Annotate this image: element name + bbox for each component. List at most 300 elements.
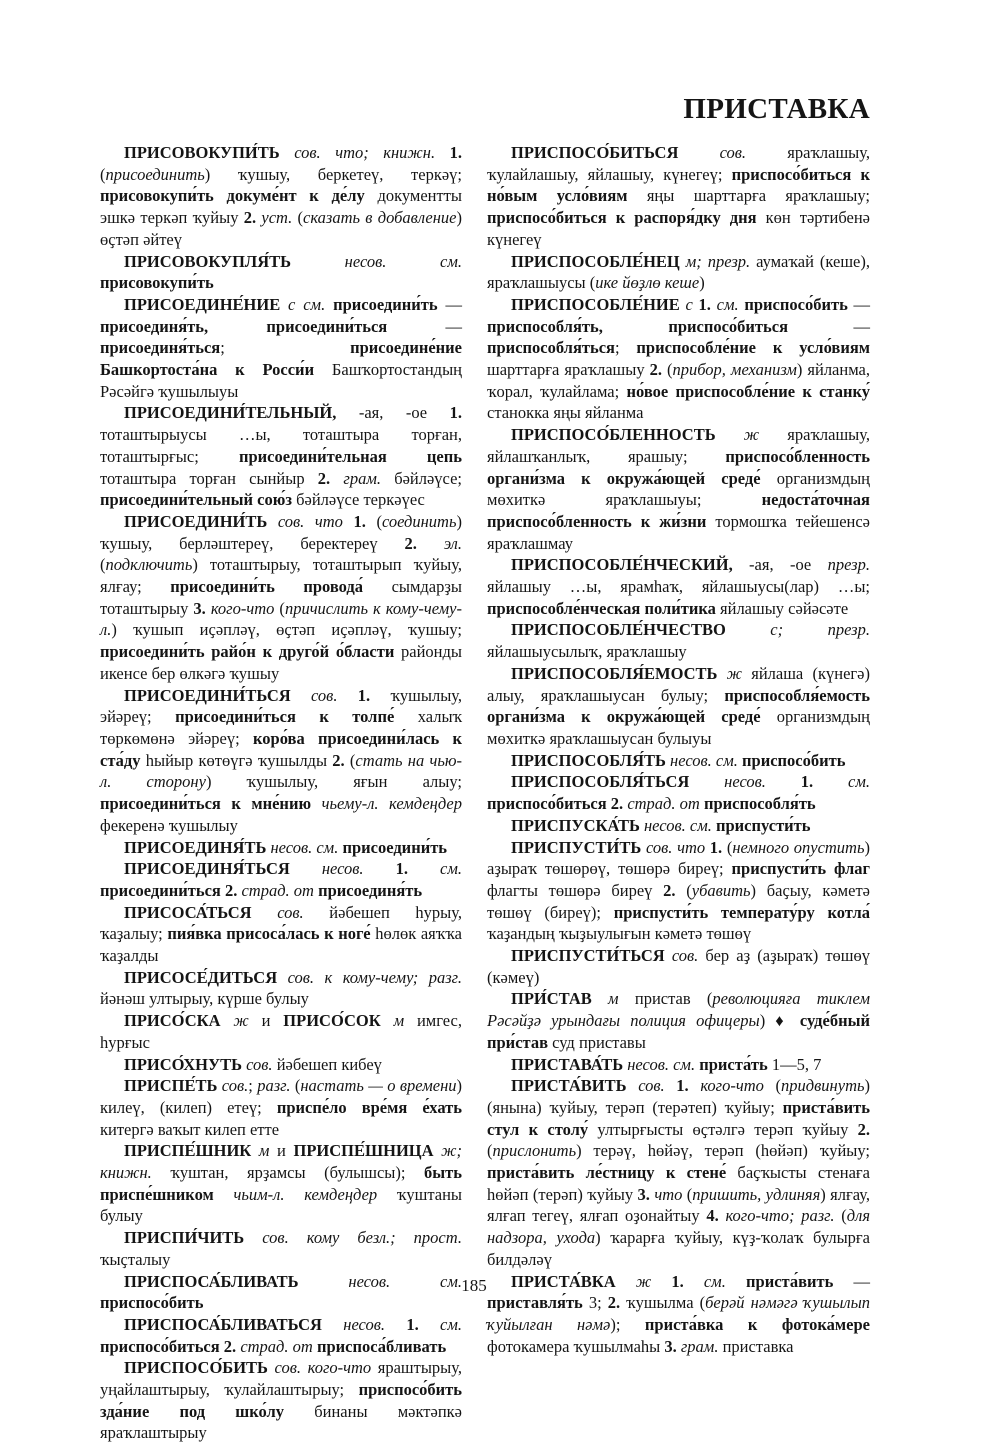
translation-text: тормошҡа тейешенсә яраҡлашмау xyxy=(487,511,870,553)
translation-text: — xyxy=(437,294,462,314)
translation-text: яраҡлашыу, яйлашҡанлыҡ, ярашыу; xyxy=(487,425,870,466)
headword: ПРИСТАВА́ТЬ xyxy=(511,1054,624,1074)
headword: ПРИСПОСА́БЛИВАТЬ xyxy=(124,1271,299,1291)
headword: ПРИСПОСОБЛЯ́ТЬСЯ xyxy=(511,772,690,792)
translation-text: ( xyxy=(722,837,733,857)
headword: ПРИСОЕДИНЯ́ТЬ xyxy=(124,837,267,857)
italic-label: сов. кого-что xyxy=(267,1358,372,1378)
italic-label: прибор, механизм xyxy=(672,360,797,380)
translation-text: фотокамера ҡушылмаһы xyxy=(487,1336,665,1356)
translation-text: ҡыҫталыу xyxy=(100,1249,171,1269)
headword: ПРИСОЕДИНИ́ТЬСЯ xyxy=(124,685,291,705)
bold-phrase: приспусти́ть xyxy=(715,815,811,835)
headword: ПРИСПОСОБЛЕ́НЕЦ xyxy=(511,251,680,271)
dictionary-entry xyxy=(100,1140,462,1227)
italic-label: придвинуть xyxy=(781,1076,865,1096)
italic-label: несов. см. xyxy=(298,1271,462,1291)
translation-text: ( xyxy=(344,750,356,770)
translation-text: ( xyxy=(834,1206,847,1226)
dictionary-entry xyxy=(487,251,870,294)
dictionary-entry xyxy=(487,945,870,988)
bold-phrase: 1. xyxy=(406,1314,419,1334)
bold-phrase: ПРИСО́СОК xyxy=(283,1011,381,1031)
dictionary-entry xyxy=(100,511,462,685)
dictionary-entry xyxy=(100,1271,462,1314)
headword: ПРИСПОСО́БЛЕННОСТЬ xyxy=(511,425,716,445)
dictionary-entry xyxy=(487,750,870,772)
translation-text: тоташтырыусы …ы, тоташтыра торған, тоташтырғыс; xyxy=(100,425,462,466)
bold-phrase: приста́вить xyxy=(746,1271,834,1291)
translation-text: — xyxy=(788,316,870,336)
italic-label: сов. xyxy=(664,946,699,966)
italic-label: м xyxy=(380,1011,405,1031)
italic-label: несов. см. xyxy=(665,750,743,770)
bold-phrase: приспосо́бить зда́ние под шко́лу xyxy=(100,1380,462,1421)
bold-phrase: приспосо́бить xyxy=(744,294,848,314)
bold-phrase: 1. xyxy=(449,403,462,423)
translation-text: яйлашыу сәйәсәте xyxy=(715,598,849,618)
translation-text: — xyxy=(833,1271,871,1291)
italic-label: см. xyxy=(683,1271,747,1291)
italic-label: см. xyxy=(418,1314,462,1334)
italic-label: причислить к кому-чему-л. xyxy=(100,598,462,640)
translation-text: сымдарҙы тоташтырыу xyxy=(100,577,462,618)
translation-text: халыҡ төркөмөнә эйәреү; xyxy=(100,707,462,748)
bold-phrase: суде́бный при́став xyxy=(487,1011,870,1052)
italic-label: ж xyxy=(615,1271,672,1291)
bold-phrase: присоедини́ть xyxy=(342,837,448,857)
italic-label: кого-что xyxy=(688,1076,764,1096)
italic-label: соединить xyxy=(381,511,457,531)
translation-text: ) яйланма, ҡорал, ҡулайлама; xyxy=(487,360,870,401)
headword: ПРИСОСЕ́ДИТЬСЯ xyxy=(124,967,278,987)
italic-label: ж xyxy=(715,425,760,445)
translation-text: ( xyxy=(487,1141,493,1161)
italic-label: несов. см. xyxy=(639,815,716,835)
bold-phrase: 3. xyxy=(637,1184,650,1204)
dictionary-entry xyxy=(100,294,462,403)
dictionary-entry xyxy=(100,402,462,511)
translation-text: фекеренә ҡушылыу xyxy=(100,815,238,835)
italic-label: чьему-л. кемдеңдер xyxy=(311,794,462,814)
translation-text: ); xyxy=(610,1314,645,1334)
translation-text: ) тоташтырыу, тоташтырып ҡуйыу, ялғау; xyxy=(100,555,462,597)
translation-text: флагты төшөрә биреү xyxy=(487,880,664,900)
italic-label: сказать в добавление xyxy=(303,208,457,228)
translation-text: ултырғысты өҫтәлгә терәп ҡуйыу xyxy=(588,1119,858,1139)
italic-label: разг. xyxy=(257,1076,291,1096)
bold-phrase: приспоса́бливать xyxy=(316,1336,447,1356)
translation-text: ) ҡарарға ҡуйыу, күҙ-ҡолаҡ булырға билдәләү xyxy=(487,1228,870,1269)
dictionary-entry xyxy=(100,902,462,967)
translation-text: бинаны мәктәпкә яраҡлаштырыу xyxy=(100,1401,462,1443)
dictionary-entry xyxy=(487,815,870,837)
headword: ПРИСОЕДИНИ́ТЕЛЬНЫЙ, xyxy=(124,403,337,423)
bold-phrase: присоедини́ться к толпе́ xyxy=(175,707,395,727)
headword: ПРИСПОСОБЛЯ́ЕМОСТЬ xyxy=(511,663,718,683)
translation-text: ) ҡушыу, берләштереү, беректереү xyxy=(100,511,462,553)
italic-label: м xyxy=(251,1141,270,1161)
bold-phrase: 1. xyxy=(449,143,462,162)
italic-label: уст. xyxy=(256,208,293,228)
bold-phrase: присоедини́ть провода́ xyxy=(170,577,364,597)
translation-text: станокка яңы яйланма xyxy=(487,403,644,423)
italic-label: сов. что xyxy=(267,511,354,531)
italic-label: с xyxy=(679,294,699,314)
translation-text: көн тәртибенә күнегеү xyxy=(487,208,870,249)
bold-phrase: коро́ва присоедини́лась к ста́ду xyxy=(100,728,463,770)
dictionary-entry xyxy=(100,1227,462,1270)
dictionary-entry xyxy=(487,1075,870,1270)
translation-text: бәйләүсе; xyxy=(380,468,462,488)
translation-text: ) ҡушыу, беркетеү, теркәү; xyxy=(204,164,462,184)
dictionary-entry xyxy=(100,1010,462,1053)
italic-label: несов. см. xyxy=(291,251,462,271)
bold-phrase: но́вое приспособле́ние к станку́ xyxy=(626,381,870,401)
translation-text: -ая, -ое xyxy=(732,555,828,575)
headword: ПРИСОВОКУПИ́ТЬ xyxy=(124,143,280,162)
dictionary-entry xyxy=(487,554,870,619)
headword: ПРИСПОСА́БЛИВАТЬСЯ xyxy=(124,1314,322,1334)
bold-phrase: 1. xyxy=(676,1076,689,1096)
dictionary-entry xyxy=(100,858,462,901)
italic-label: присоединить xyxy=(105,164,205,184)
bold-phrase: 1. xyxy=(353,511,366,531)
translation-text: ) ялғау, ялғап тегеү, ялғап оҙонайтыу xyxy=(487,1184,870,1226)
dictionary-entry xyxy=(487,771,870,814)
headword: ПРИСПУСТИ́ТЬ xyxy=(511,837,642,857)
translation-text: организмдың мөхиткә яраҡлашыусан булыуы xyxy=(487,707,870,748)
translation-text: ) баҫыу, кәметә төшөү (биреү); xyxy=(487,880,870,922)
translation-text: ҡуштаны булыу xyxy=(100,1184,462,1226)
dictionary-entry xyxy=(100,1357,462,1444)
italic-label: страд. от xyxy=(236,1336,317,1356)
translation-text: яйлаша (күнегә) алыу, яраҡлашыусан булыу; xyxy=(487,663,870,705)
italic-label: см. xyxy=(813,772,870,792)
translation-text: и xyxy=(248,1011,284,1031)
headword: ПРИ́СТАВ xyxy=(511,989,592,1009)
italic-label: с; презр. xyxy=(725,620,870,640)
translation-text: Башҡортостандың Рәсәйгә ҡушылыуы xyxy=(100,360,462,401)
italic-label: несов. xyxy=(689,772,801,792)
italic-label: революцияға тиклем Рәсәйҙә урындағы полиция офицеры xyxy=(487,989,870,1031)
italic-label: страд. от xyxy=(623,794,704,814)
bold-phrase: присоединя́ть, присоедини́ться xyxy=(100,316,388,336)
translation-text: районды икенсе бер өлкәгә ҡушыу xyxy=(100,642,462,683)
bold-phrase: 1. xyxy=(709,837,723,857)
translation-text: аумаҡай (кеше), яраҡлашыусы ( xyxy=(487,251,870,293)
bold-phrase: приспособля́ть, приспосо́биться xyxy=(487,316,788,336)
translation-text: -ая, -ое xyxy=(336,403,450,423)
bold-phrase: 1. xyxy=(671,1271,684,1291)
translation-text: ) ҡушып иҫәпләү, өҫтәп иҫәпләү, ҡушыу; xyxy=(111,620,462,640)
translation-text: һыйыр көтөүгә ҡушылды xyxy=(140,750,333,770)
bold-phrase: 2. xyxy=(649,360,662,380)
bold-phrase: приспосо́биться 2. xyxy=(487,794,624,814)
bold-phrase: 1. xyxy=(800,772,814,792)
translation-text: йәбешеп һурыу, ҡаҙалыу; xyxy=(100,902,462,944)
translation-text: пристав ( xyxy=(618,989,713,1009)
italic-label: подключить xyxy=(105,555,193,575)
bold-phrase: присовокупи́ть xyxy=(100,273,214,293)
bold-phrase: 3. xyxy=(193,598,206,618)
bold-phrase: приспосо́бить xyxy=(100,1293,204,1313)
italic-label: эл. xyxy=(416,533,463,553)
right-column xyxy=(487,142,870,1357)
bold-phrase: присоедине́ние Башкортоста́на к Росси́и xyxy=(100,338,462,380)
translation-text: ) килеү, (килеп) етеү; xyxy=(100,1076,463,1117)
italic-label: ж xyxy=(220,1011,249,1031)
translation-text: — xyxy=(387,316,462,336)
bold-phrase: присоедини́ть xyxy=(333,294,438,314)
headword: ПРИСОЕДИНЯ́ТЬСЯ xyxy=(124,859,290,879)
bold-phrase: 1. xyxy=(395,859,408,879)
translation-text: ( xyxy=(274,598,285,618)
bold-phrase: 1. xyxy=(357,685,371,705)
italic-label: пришить, удлиняя xyxy=(692,1184,821,1204)
headword: ПРИСПОСОБЛЕ́НИЕ xyxy=(511,294,680,314)
left-column xyxy=(100,142,462,1444)
dictionary-entry xyxy=(487,294,870,424)
bold-phrase: приспосо́биться к но́вым усло́виям xyxy=(487,164,870,206)
italic-label: ж; книжн. xyxy=(100,1141,463,1183)
italic-label: кого-что xyxy=(205,598,275,618)
italic-label: кого-что; разг. xyxy=(718,1206,835,1226)
headword: ПРИСОЕДИНИ́ТЬ xyxy=(124,511,268,531)
translation-text: бер аҙ (аҙыраҡ) төшөү (кәмеү) xyxy=(487,946,870,987)
translation-text: ) (янына) ҡуйыу, терәп (терәтеп) ҡуйыу; xyxy=(487,1076,870,1117)
translation-text: яйлашыусылыҡ, яраҡлашыу xyxy=(487,642,687,662)
bold-phrase: 3. xyxy=(664,1336,677,1356)
bold-phrase: приставля́ть xyxy=(487,1293,583,1313)
italic-label: несов. см. xyxy=(266,837,343,857)
italic-label: грам. xyxy=(676,1336,719,1356)
bold-phrase: 1. xyxy=(698,294,711,314)
italic-label: страд. от xyxy=(237,880,319,900)
translation-text: яраҡлашыу, ҡулайлашыу, яйлашыу, күнегеү; xyxy=(487,143,870,184)
italic-label: стать на чью-л. сторону xyxy=(100,750,462,792)
translation-text: ; xyxy=(248,1076,258,1096)
bold-phrase: 2. xyxy=(317,468,331,488)
translation-text: ( xyxy=(675,880,692,900)
dictionary-entry xyxy=(100,142,462,251)
headword: ПРИСПОСОБЛЯ́ТЬ xyxy=(511,750,666,770)
running-head: ПРИСТАВКА xyxy=(683,93,870,125)
translation-text: ) xyxy=(699,273,705,293)
bold-phrase: пия́вка присоса́лась к ноге́ xyxy=(167,924,371,944)
translation-text: ; xyxy=(614,338,637,358)
translation-text: документты эшкә теркәп ҡуйыу xyxy=(100,186,463,228)
italic-label: для надзора, ухода xyxy=(487,1206,870,1248)
translation-text: йәнәш ултырыу, күрше булыу xyxy=(100,989,309,1009)
italic-label: м xyxy=(591,989,619,1009)
dictionary-entry xyxy=(487,1054,870,1076)
dictionary-entry xyxy=(487,663,870,750)
bold-phrase: приспусти́ть флаг xyxy=(731,859,870,879)
translation-text: ҡушылма ( xyxy=(620,1293,706,1313)
headword: ПРИСПЕ́ТЬ xyxy=(124,1076,218,1096)
page-number: 185 xyxy=(461,1276,487,1295)
bold-phrase: 2. xyxy=(243,208,257,228)
dictionary-entry xyxy=(487,988,870,1053)
italic-label: сов. xyxy=(241,1054,273,1074)
translation-text: ) өҫтәп әйтеү xyxy=(100,208,463,249)
bold-phrase: приспе́ло вре́мя е́хать xyxy=(276,1097,462,1117)
italic-label: с см. xyxy=(280,294,334,314)
bold-phrase: приспособля́емость органи́зма к окружа́ющей среде́ xyxy=(487,685,870,727)
italic-label: настать — о времени xyxy=(300,1076,457,1096)
translation-text: яйлашыу …ы, ярамһаҡ, яйлашыусы(лар) …ы; xyxy=(487,577,870,597)
headword: ПРИСПОСО́БИТЬ xyxy=(124,1358,268,1378)
headword: ПРИСТА́ВКА xyxy=(511,1271,616,1291)
translation-text: ( xyxy=(763,1076,782,1096)
bold-phrase: присоедини́ться к мне́нию xyxy=(100,794,312,814)
italic-label: чьим-л. кемдеңдер xyxy=(213,1184,378,1204)
italic-label: берәй нәмәгә ҡушылып ҡуйылған нәмә xyxy=(487,1293,871,1334)
translation-text: и xyxy=(269,1141,294,1161)
bold-phrase: приспосо́бить xyxy=(742,750,846,770)
dictionary-entry xyxy=(487,424,870,554)
translation-text: ) аҙыраҡ төшөрөү, төшөрә биреү; xyxy=(487,837,870,879)
translation-text: ( xyxy=(290,1076,301,1096)
italic-label: ике йөҙлө кеше xyxy=(595,273,700,293)
bold-phrase: 2. xyxy=(857,1119,870,1139)
bold-phrase: приспособля́ть xyxy=(703,794,816,814)
italic-label: прислонить xyxy=(492,1141,577,1161)
bold-phrase: быть приспе́шником xyxy=(100,1163,462,1204)
dictionary-entry xyxy=(487,1271,870,1358)
bold-phrase: 2. xyxy=(332,750,345,770)
bold-phrase: приспособля́ться xyxy=(487,338,615,358)
headword: ПРИСТА́ВИТЬ xyxy=(511,1076,627,1096)
translation-text: яраштырыу, уңайлаштырыу, ҡулайлаштырыу; xyxy=(100,1358,462,1400)
bold-phrase: приста́вить ле́стницу к стене́ xyxy=(487,1163,727,1183)
bold-phrase: недоста́точная приспосо́бленность к жи́зни xyxy=(487,490,870,531)
bold-phrase: присоедини́тельная цепь xyxy=(238,446,462,466)
bold-phrase: присовокупи́ть докуме́нт к де́лу xyxy=(100,186,365,206)
translation-text: 1—5, 7 xyxy=(767,1054,822,1074)
headword: ПРИСО́ХНУТЬ xyxy=(124,1054,242,1074)
bold-phrase: приспусти́ть температу́ру котла́ xyxy=(613,902,870,922)
headword: ПРИСОВОКУПЛЯ́ТЬ xyxy=(124,251,292,271)
italic-label: сов. xyxy=(290,685,358,705)
italic-label: убавить xyxy=(691,880,751,900)
translation-text: китергә ваҡыт килеп етте xyxy=(100,1119,280,1139)
bold-phrase: присоедини́ть райо́н к друго́й о́бласти xyxy=(100,642,395,662)
italic-label: сов. что; книжн. xyxy=(279,143,450,162)
headword: ПРИСО́СКА xyxy=(124,1011,221,1031)
italic-label: сов. кому безл.; прост. xyxy=(244,1228,462,1248)
bold-phrase: приспособле́ние к усло́виям xyxy=(636,338,870,358)
translation-text: 3; xyxy=(582,1293,608,1313)
italic-label: сов. к кому-чему; разг. xyxy=(277,967,462,987)
translation-text: йәбешеп кибеү xyxy=(272,1054,382,1074)
headword: ПРИСПЕ́ШНИК xyxy=(124,1141,252,1161)
italic-label: сов. xyxy=(678,143,747,162)
translation-text: ( xyxy=(661,360,673,380)
translation-text: яңы шарттарға яраҡлашыу; xyxy=(627,186,870,206)
italic-label: грам. xyxy=(330,468,381,488)
italic-label: сов. xyxy=(626,1076,677,1096)
italic-label: презр. xyxy=(827,555,870,575)
translation-text: ) ҡушылыу, яғын алыу; xyxy=(205,772,462,792)
italic-label: сов. что xyxy=(641,837,710,857)
bold-phrase: приспосо́биться к распоря́дку дня xyxy=(487,208,757,228)
dictionary-entry xyxy=(100,967,462,1010)
bold-phrase: присоединя́ть xyxy=(318,880,423,900)
italic-label: м; презр. xyxy=(679,251,751,271)
bold-phrase: ПРИСПЕ́ШНИЦА xyxy=(293,1141,434,1161)
italic-label: сов. xyxy=(251,902,304,922)
translation-text: ( xyxy=(292,208,304,228)
dictionary-entry xyxy=(100,251,462,294)
bold-phrase: приста́ть xyxy=(699,1054,768,1074)
bold-phrase: 2. xyxy=(404,533,417,553)
dictionary-entry xyxy=(487,619,870,662)
dictionary-entry xyxy=(100,1054,462,1076)
translation-text: шарттарға яраҡлашыу xyxy=(487,360,650,380)
dictionary-entry xyxy=(487,142,870,251)
bold-phrase: приспособле́нческая поли́тика xyxy=(487,598,716,618)
bold-phrase: 4. xyxy=(706,1206,719,1226)
bold-phrase: присоедини́тельный сою́з xyxy=(100,490,292,510)
headword: ПРИСПУСКА́ТЬ xyxy=(511,815,640,835)
bold-phrase: приспосо́биться 2. xyxy=(100,1336,237,1356)
translation-text: ҡушылыу, эйәреү; xyxy=(100,685,463,727)
headword: ПРИСПИ́ЧИТЬ xyxy=(124,1228,245,1248)
translation-text: ; xyxy=(220,338,351,358)
translation-text: суд приставы xyxy=(547,1032,646,1052)
translation-text: тоташтыра торған сынйыр xyxy=(100,468,318,488)
dictionary-entry xyxy=(100,685,462,837)
italic-label: несов. см. xyxy=(623,1054,700,1074)
bold-phrase: приста́вка к фотока́мере xyxy=(644,1314,870,1334)
translation-text: организмдың мөхиткә яраҡлашыуы; xyxy=(487,468,870,510)
italic-label: сов. xyxy=(217,1076,249,1096)
headword: ПРИСОЕДИНЕ́НИЕ xyxy=(124,294,281,314)
dictionary-entry xyxy=(100,1314,462,1357)
bold-phrase: приспосо́бленность органи́зма к окружа́ющей среде́ xyxy=(487,446,870,488)
translation-text: — xyxy=(847,294,871,314)
dictionary-entry xyxy=(100,837,462,859)
bold-phrase: 2. xyxy=(607,1293,621,1313)
headword: ПРИСПОСО́БИТЬСЯ xyxy=(511,143,679,162)
translation-text: ҡаҙандың ҡыҙыулығын кәметә төшөү xyxy=(487,924,752,944)
italic-label: что xyxy=(649,1184,683,1204)
translation-text: ( xyxy=(682,1184,693,1204)
italic-label: несов. xyxy=(289,859,396,879)
translation-text: ҡуштан, ярҙамсы (булышсы); xyxy=(151,1163,425,1183)
translation-text: ) терәү, һөйәү, терәп (һөйәп) ҡуйыу; xyxy=(576,1141,870,1161)
dictionary-entry xyxy=(100,1075,462,1140)
translation-text: баҫҡысты стенаға һөйәп (терәп) ҡуйыу xyxy=(487,1163,870,1204)
translation-text: ( xyxy=(365,511,382,531)
headword: ПРИСПУСТИ́ТЬСЯ xyxy=(511,946,665,966)
translation-text: бәйләүсе теркәүес xyxy=(291,490,425,510)
translation-text: имгес, һурғыс xyxy=(100,1011,462,1052)
translation-text: приставка xyxy=(718,1336,794,1356)
dictionary-entry xyxy=(487,837,870,946)
italic-label: ж xyxy=(717,663,743,683)
headword: ПРИСПОСОБЛЕ́НЧЕСТВО xyxy=(511,620,726,640)
bold-phrase: присоедини́ться 2. xyxy=(100,880,238,900)
translation-text: ( xyxy=(100,555,106,575)
italic-label: несов. xyxy=(321,1314,407,1334)
translation-text: ) ♦ xyxy=(759,1011,800,1031)
italic-label: немного опустить xyxy=(732,837,865,857)
headword: ПРИСПОСОБЛЕ́НЧЕСКИЙ, xyxy=(511,555,733,575)
bold-phrase: 2. xyxy=(663,880,676,900)
